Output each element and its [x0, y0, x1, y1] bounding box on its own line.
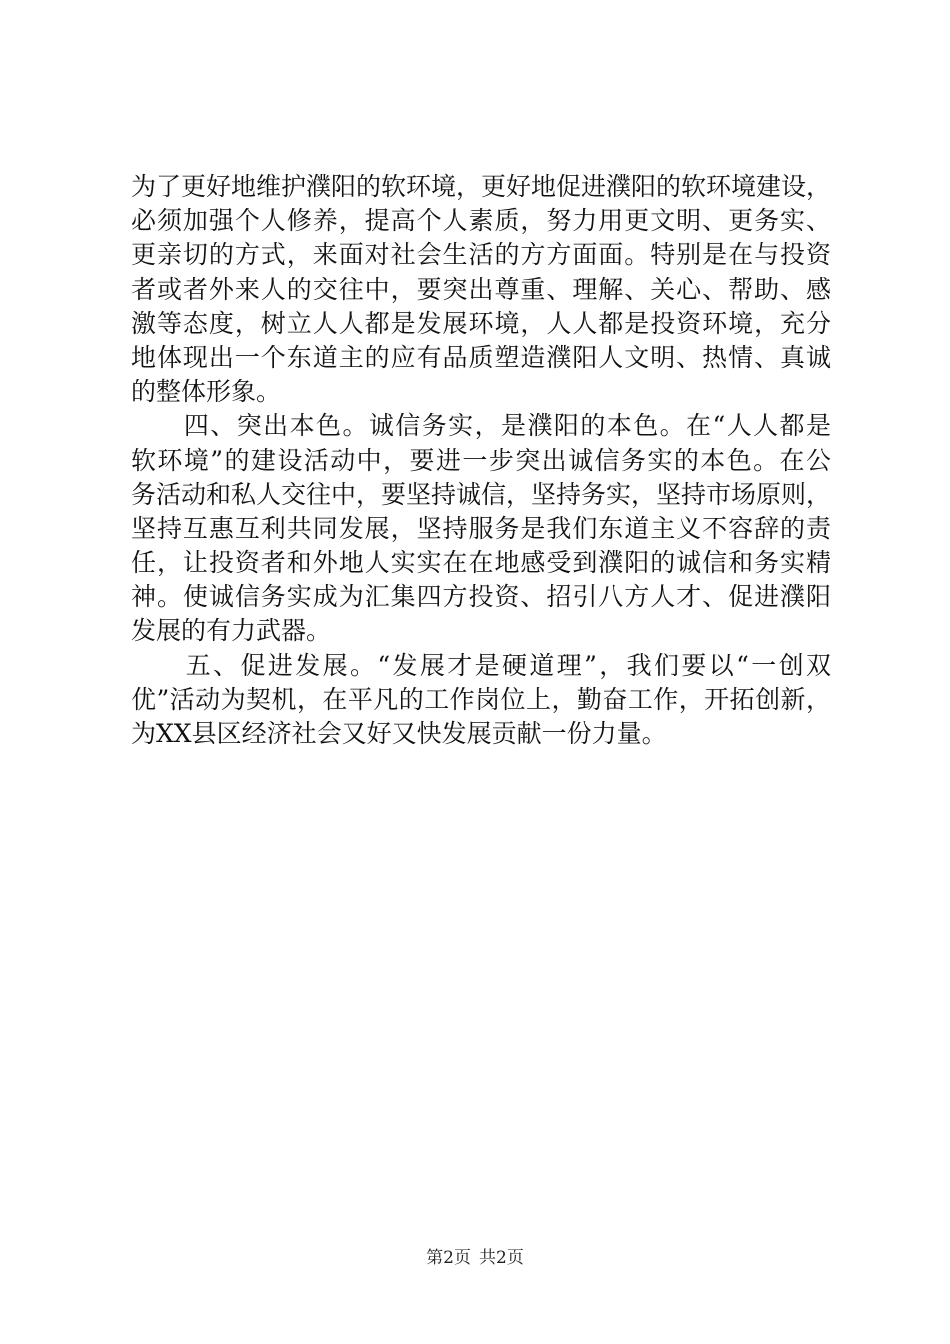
page-footer — [0, 1243, 950, 1268]
text-line: 激等态度，树立人人都是发展环境，人人都是投资环境，充分 — [131, 308, 831, 338]
document-body — [131, 170, 831, 751]
text-line: 地体现出一个东道主的应有品质塑造濮阳人文明、热情、真诚 — [131, 342, 831, 372]
text-line: 神。使诚信务实成为汇集四方投资、招引八方人才、促进濮阳 — [131, 582, 831, 612]
page-total: 共2页 — [479, 1248, 524, 1268]
text-line: 者或者外来人的交往中，要突出尊重、理解、关心、帮助、感 — [131, 274, 831, 304]
text-line: 优”活动为契机，在平凡的工作岗位上，勤奋工作，开拓创新， — [131, 684, 831, 714]
page-number: 第2页 — [426, 1248, 471, 1268]
text-line: 的整体形象。 — [131, 377, 282, 407]
text-line: 必须加强个人修养，提高个人素质，努力用更文明、更务实、 — [131, 206, 831, 236]
text-line: 发展的有力武器。 — [131, 616, 332, 646]
text-line: 任，让投资者和外地人实实在在地感受到濮阳的诚信和务实精 — [131, 548, 831, 578]
text-line: 软环境”的建设活动中，要进一步突出诚信务实的本色。在公 — [131, 445, 831, 475]
text-line: 坚持互惠互利共同发展，坚持服务是我们东道主义不容辞的责 — [131, 513, 831, 543]
text-line: 更亲切的方式，来面对社会生活的方方面面。特别是在与投资 — [131, 240, 831, 270]
text-line: 为XX县区经济社会又好又快发展贡献一份力量。 — [131, 719, 667, 748]
text-line: 四、突出本色。诚信务实，是濮阳的本色。在“人人都是 — [131, 411, 831, 441]
text-line: 五、促进发展。“发展才是硬道理”，我们要以“一创双 — [131, 650, 831, 680]
text-line: 务活动和私人交往中，要坚持诚信，坚持务实，坚持市场原则， — [131, 479, 832, 509]
text-line: 为了更好地维护濮阳的软环境，更好地促进濮阳的软环境建设， — [131, 172, 832, 201]
